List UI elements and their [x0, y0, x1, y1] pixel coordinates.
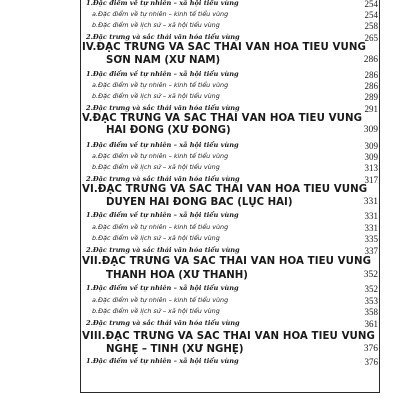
toc-section-subtitle[interactable]	[82, 270, 378, 283]
toc-entry[interactable]	[82, 141, 378, 151]
table-bottom-border	[80, 392, 380, 393]
toc-entry[interactable]	[82, 10, 378, 21]
toc-entry-page: 337	[364, 246, 378, 256]
toc-section-name: NGHỆ – TĨNH (XỨ NGHỆ)	[106, 344, 244, 355]
toc-entry-page: 286	[364, 70, 378, 80]
toc-entry-title: a.Đặc điểm về tự nhiên – kinh tế tiểu vùng	[92, 81, 229, 89]
toc-entry[interactable]	[82, 357, 378, 367]
toc-entry-title: 1.Đặc điểm về tự nhiên – xã hội tiểu vùng	[86, 211, 239, 219]
toc-entry-page: 265	[364, 33, 378, 43]
toc-entry-page: 376	[364, 357, 378, 367]
toc-entry-title: 2.Đặc trưng và sắc thái văn hóa tiểu vùng	[86, 104, 240, 112]
toc-section-heading[interactable]	[82, 184, 378, 197]
toc-entry-page: 358	[364, 307, 378, 317]
toc-entry-title: b.Đặc điểm về lịch sử – xã hội tiểu vùng	[92, 21, 220, 29]
toc-section-subtitle[interactable]	[82, 55, 378, 68]
toc-entry[interactable]	[82, 81, 378, 92]
toc-section-title: VII.ĐẶC TRƯNG VÀ SẮC THÁI VĂN HÓA TIỂU VÙNG	[82, 256, 372, 267]
toc-entry-page: 331	[363, 197, 378, 207]
toc-section-title: V.ĐẶC TRƯNG VÀ SẮC THÁI VĂN HÓA TIỂU VÙNG	[82, 113, 363, 124]
toc-entry-title: 2.Đặc trưng và sắc thái văn hóa tiểu vùng	[86, 319, 240, 327]
toc-entry[interactable]	[82, 307, 378, 318]
toc-entry-page: 331	[364, 211, 378, 221]
toc-entry-title: 1.Đặc điểm về tự nhiên – xã hội tiểu vùng	[86, 284, 239, 292]
toc-entry[interactable]	[82, 21, 378, 32]
toc-entry[interactable]	[82, 0, 378, 9]
toc-entry[interactable]	[82, 163, 378, 174]
toc-entry-page: 286	[364, 81, 378, 91]
toc-entry-page: 353	[364, 296, 378, 306]
toc-section-subtitle[interactable]	[82, 125, 378, 138]
toc-entry[interactable]	[82, 70, 378, 80]
toc-section-name: DUYÊN HẢI ĐÔNG BẮC (LỤC HẢI)	[106, 197, 293, 208]
toc-entry-page: 309	[363, 125, 378, 135]
toc-entry[interactable]	[82, 319, 378, 330]
toc-entry-page: 361	[364, 319, 378, 329]
toc-entry-page: 331	[364, 223, 378, 233]
toc-entry-title: a.Đặc điểm về tự nhiên – kinh tế tiểu vùng	[92, 296, 229, 304]
toc-entry[interactable]	[82, 223, 378, 234]
toc-entry-title: 1.Đặc điểm về tự nhiên – xã hội tiểu vùng	[86, 357, 239, 365]
toc-entry-page: 335	[364, 234, 378, 244]
toc-entry-page: 317	[364, 175, 378, 185]
toc-section-title: VI.ĐẶC TRƯNG VÀ SẮC THÁI VĂN HÓA TIỂU VÙNG	[82, 184, 368, 195]
toc-entry[interactable]	[82, 296, 378, 307]
toc-entry-title: b.Đặc điểm về lịch sử – xã hội tiểu vùng	[92, 307, 220, 315]
toc-entry-page: 309	[364, 141, 378, 151]
toc-entry-title: b.Đặc điểm về lịch sử – xã hội tiểu vùng	[92, 234, 220, 242]
toc-entry-page: 376	[363, 344, 378, 354]
toc-entry-title: 1.Đặc điểm về tự nhiên – xã hội tiểu vùng	[86, 0, 239, 7]
toc-entry-title: 1.Đặc điểm về tự nhiên – xã hội tiểu vùng	[86, 70, 239, 78]
toc-entry-title: a.Đặc điểm về tự nhiên – kinh tế tiểu vùng	[92, 223, 229, 231]
toc-entry-title: a.Đặc điểm về tự nhiên – kinh tế tiểu vùng	[92, 152, 229, 160]
toc-entry-page: 313	[364, 163, 378, 173]
toc-entry-title: 1.Đặc điểm về tự nhiên – xã hội tiểu vùng	[86, 141, 239, 149]
toc-entry-title: a.Đặc điểm về tự nhiên – kinh tế tiểu vùng	[92, 10, 229, 18]
toc-section-name: SƠN NAM (XỨ NAM)	[106, 55, 221, 66]
toc-section-subtitle[interactable]	[82, 197, 378, 210]
toc-section-title: VIII.ĐẶC TRƯNG VÀ SẮC THÁI VĂN HÓA TIỂU VÙNG	[82, 331, 376, 342]
toc-entry-title: 2.Đặc trưng và sắc thái văn hóa tiểu vùng	[86, 246, 240, 254]
toc-entry[interactable]	[82, 92, 378, 103]
toc-entry-page: 258	[364, 21, 378, 31]
toc-entry-page: 352	[363, 270, 378, 280]
toc-entry-title: b.Đặc điểm về lịch sử – xã hội tiểu vùng	[92, 163, 220, 171]
toc-section-title: IV.ĐẶC TRƯNG VÀ SẮC THÁI VĂN HÓA TIỂU VÙNG	[82, 42, 366, 53]
toc-entry-title: 2.Đặc trưng và sắc thái văn hóa tiểu vùng	[86, 33, 240, 41]
toc-section-subtitle[interactable]	[82, 344, 378, 357]
toc-section-heading[interactable]	[82, 42, 378, 55]
toc-entry[interactable]	[82, 284, 378, 294]
toc-entry-page: 352	[364, 284, 378, 294]
toc-entry[interactable]	[82, 152, 378, 163]
toc-section-name: THANH HÓA (XỨ THANH)	[106, 270, 248, 281]
toc-section-heading[interactable]	[82, 256, 378, 269]
toc-section-name: HẢI ĐÔNG (XỨ ĐÔNG)	[106, 125, 231, 136]
toc-section-heading[interactable]	[82, 331, 378, 344]
toc-entry-page: 289	[364, 92, 378, 102]
toc-entry-title: 2.Đặc trưng và sắc thái văn hóa tiểu vùng	[86, 175, 240, 183]
toc-entry[interactable]	[82, 234, 378, 245]
toc-entry-page: 254	[364, 0, 378, 9]
toc-entry-page: 309	[364, 152, 378, 162]
table-left-border	[80, 0, 81, 392]
table-right-border	[379, 0, 380, 392]
toc-entry-page: 286	[363, 55, 378, 65]
toc-entry-page: 254	[364, 10, 378, 20]
toc-entry-title: b.Đặc điểm về lịch sử – xã hội tiểu vùng	[92, 92, 220, 100]
toc-entry[interactable]	[82, 211, 378, 221]
toc-entry-page: 291	[364, 104, 378, 114]
